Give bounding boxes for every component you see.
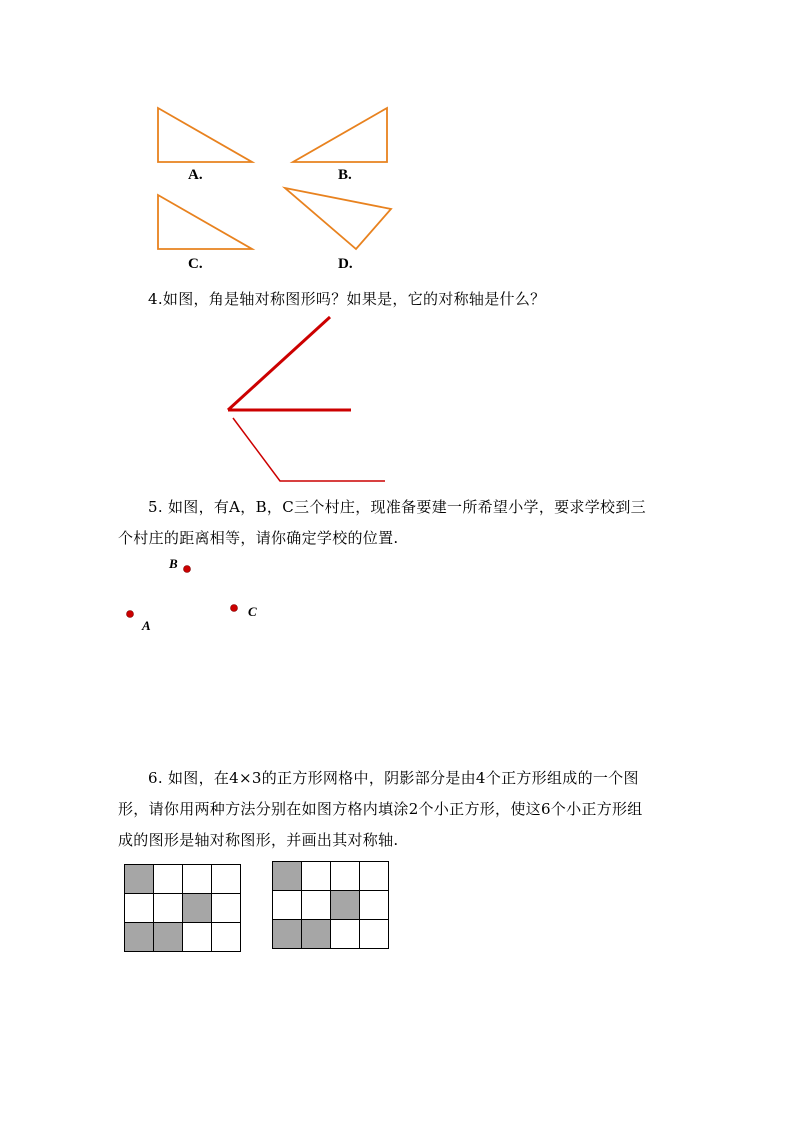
q6-line2: 形，请你用两种方法分别在如图方格内填涂2个小正方形，使这6个小正方形组 bbox=[118, 800, 643, 818]
angle-figure bbox=[0, 300, 793, 500]
triangles-figure bbox=[0, 0, 793, 290]
grid-cell-empty[interactable] bbox=[212, 894, 241, 923]
grid-cell-empty[interactable] bbox=[154, 865, 183, 894]
triangle-d bbox=[285, 188, 391, 249]
label-d: D. bbox=[338, 256, 353, 272]
triangle-b bbox=[293, 108, 387, 162]
grid-cell-shaded[interactable] bbox=[154, 923, 183, 952]
grid-row bbox=[125, 865, 241, 894]
q5-line1: 5. 如图，有A，B，C三个村庄，现准备要建一所希望小学，要求学校到三 bbox=[148, 498, 646, 516]
q5-line2: 个村庄的距离相等，请你确定学校的位置. bbox=[118, 529, 399, 547]
grid-row bbox=[273, 862, 389, 891]
grid-cell-empty[interactable] bbox=[183, 923, 212, 952]
point-c-label: C bbox=[248, 604, 257, 619]
grid-cell-shaded[interactable] bbox=[331, 891, 360, 920]
point-b-label: B bbox=[169, 556, 178, 571]
label-b: B. bbox=[338, 167, 352, 183]
grid-cell-shaded[interactable] bbox=[302, 920, 331, 949]
grid-cell-shaded[interactable] bbox=[183, 894, 212, 923]
grid-cell-empty[interactable] bbox=[212, 865, 241, 894]
grid-cell-empty[interactable] bbox=[212, 923, 241, 952]
grid-cell-empty[interactable] bbox=[273, 891, 302, 920]
grid-row bbox=[125, 894, 241, 923]
grid-cell-shaded[interactable] bbox=[125, 923, 154, 952]
grid-row bbox=[273, 920, 389, 949]
label-a: A. bbox=[188, 167, 203, 183]
triangle-a bbox=[158, 108, 252, 162]
point-c bbox=[231, 605, 238, 612]
grid-row bbox=[273, 891, 389, 920]
grid-cell-empty[interactable] bbox=[154, 894, 183, 923]
triangle-c bbox=[158, 195, 252, 249]
grid-cell-shaded[interactable] bbox=[273, 862, 302, 891]
point-b bbox=[184, 566, 191, 573]
grid-row bbox=[125, 923, 241, 952]
grid-cell-empty[interactable] bbox=[331, 862, 360, 891]
grid-cell-empty[interactable] bbox=[360, 891, 389, 920]
angle-bent-line bbox=[233, 418, 385, 481]
grid-left[interactable] bbox=[124, 864, 241, 952]
q6-line1: 6. 如图，在4×3的正方形网格中，阴影部分是由4个正方形组成的一个图 bbox=[148, 769, 639, 787]
grid-cell-empty[interactable] bbox=[125, 894, 154, 923]
q4-text: 4.如图，角是轴对称图形吗？如果是，它的对称轴是什么？ bbox=[148, 290, 546, 308]
grid-cell-empty[interactable] bbox=[360, 920, 389, 949]
angle-ray-upper bbox=[228, 317, 330, 410]
grid-cell-empty[interactable] bbox=[302, 891, 331, 920]
grid-cell-empty[interactable] bbox=[183, 865, 212, 894]
grid-cell-empty[interactable] bbox=[360, 862, 389, 891]
grid-cell-shaded[interactable] bbox=[125, 865, 154, 894]
label-c: C. bbox=[188, 256, 203, 272]
villages-figure bbox=[0, 550, 793, 650]
point-a bbox=[127, 611, 134, 618]
q6-line3: 成的图形是轴对称图形，并画出其对称轴. bbox=[118, 831, 399, 849]
grid-cell-shaded[interactable] bbox=[273, 920, 302, 949]
grid-cell-empty[interactable] bbox=[302, 862, 331, 891]
point-a-label: A bbox=[142, 618, 151, 633]
grid-cell-empty[interactable] bbox=[331, 920, 360, 949]
grid-right[interactable] bbox=[272, 861, 389, 949]
